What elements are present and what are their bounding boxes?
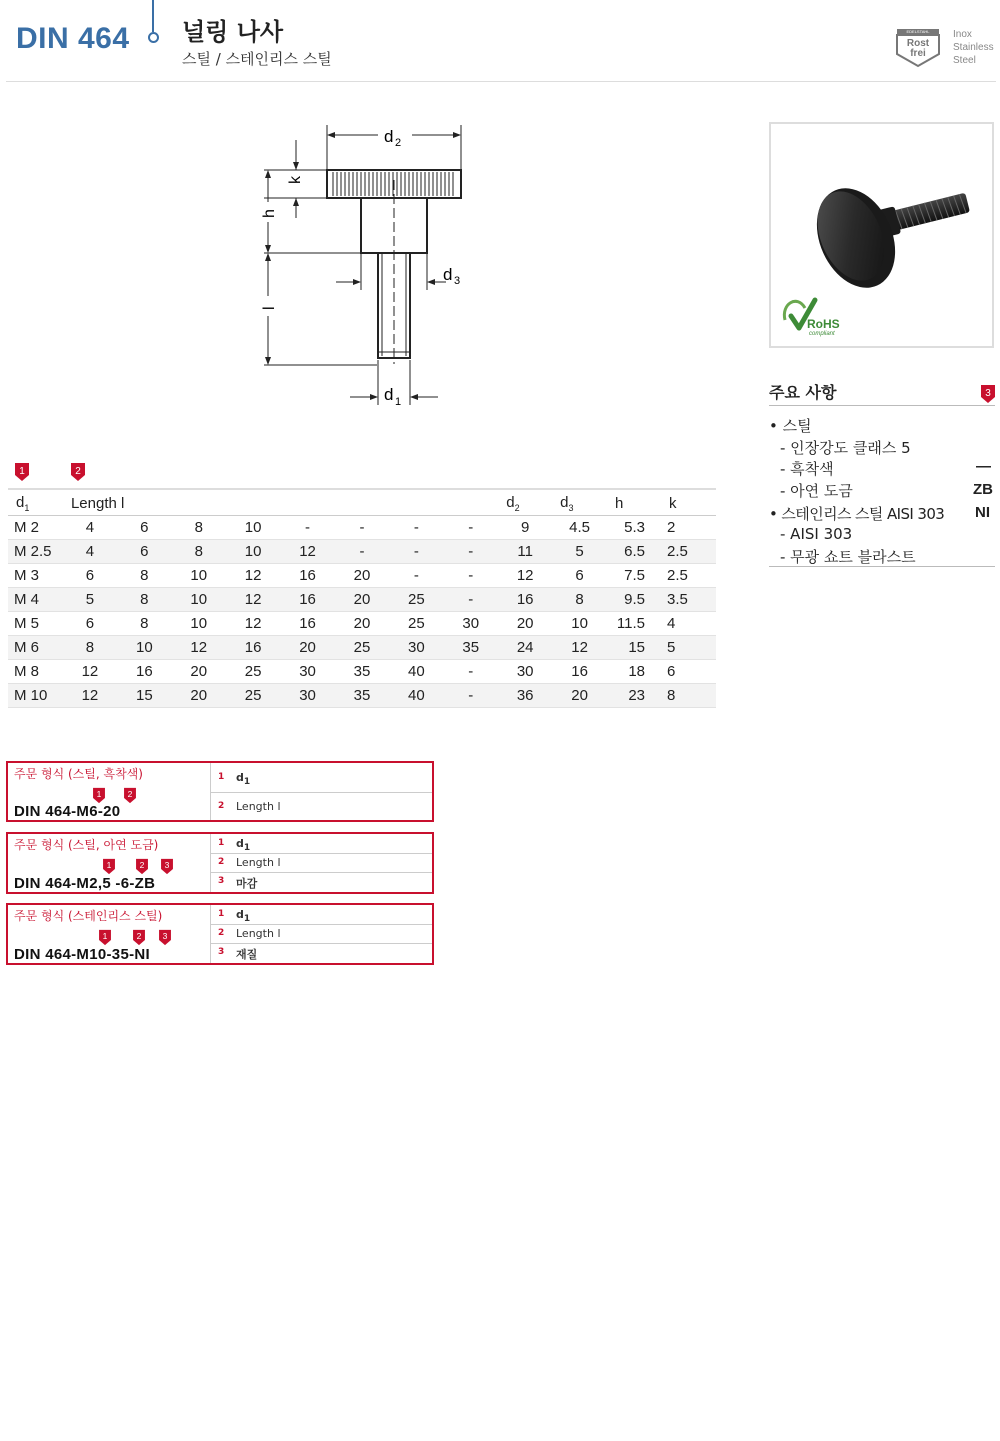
table-cell: 12 <box>552 636 607 660</box>
marker-1-icon <box>98 929 112 946</box>
order-label: 주문 형식 (스틸, 흑착색) <box>14 767 143 781</box>
feature-item: - 인장강도 클래스 5 <box>780 439 911 457</box>
rohs-logo-icon <box>784 300 839 337</box>
header-divider-dot <box>148 32 159 43</box>
dim-d3-label: d <box>443 265 453 284</box>
feature-item: - AISI 303 <box>780 525 853 543</box>
table-cell: 12 <box>63 660 117 684</box>
marker-2-icon <box>135 858 149 875</box>
table-cell: M 2 <box>8 516 63 540</box>
table-cell: - <box>443 588 498 612</box>
knurled-screw-image <box>771 124 992 346</box>
order-row: 3 재질 <box>218 947 258 961</box>
table-cell: 20 <box>172 684 226 708</box>
table-cell: - <box>443 564 498 588</box>
header-h: h <box>607 489 661 516</box>
table-cell: 15 <box>607 636 661 660</box>
table-cell: 6 <box>63 564 117 588</box>
table-cell: - <box>335 516 390 540</box>
table-cell: 10 <box>172 564 226 588</box>
badge-line2: frei <box>910 48 926 59</box>
order-row: 1 $d_1$ <box>210 834 432 854</box>
header-d3: $d_3$ <box>552 489 607 516</box>
svg-text:2: 2 <box>139 860 145 871</box>
table-cell: M 4 <box>8 588 63 612</box>
table-cell: - <box>443 660 498 684</box>
page-title: 널링 나사 <box>182 18 284 46</box>
table-cell: 8 <box>172 540 226 564</box>
svg-text:1: 1 <box>106 860 112 871</box>
table-cell: 5 <box>552 540 607 564</box>
table-cell: 8 <box>661 684 716 708</box>
table-cell: 5 <box>661 636 716 660</box>
header-d1: $d_1$ <box>8 489 63 516</box>
order-row: 2 Length l <box>210 853 432 873</box>
order-example-2 <box>6 832 434 894</box>
order-example-1 <box>6 761 434 822</box>
table-cell: 24 <box>498 636 552 660</box>
table-cell: 4 <box>63 516 117 540</box>
table-cell: 6 <box>552 564 607 588</box>
table-cell: 16 <box>498 588 552 612</box>
order-example-left <box>8 905 211 963</box>
table-cell: 20 <box>335 588 390 612</box>
table-cell: - <box>335 540 390 564</box>
table-cell: 10 <box>552 612 607 636</box>
marker-1-icon <box>14 462 30 482</box>
table-cell: 10 <box>172 612 226 636</box>
dim-d2-label: d <box>384 127 394 146</box>
table-cell: 2.5 <box>661 564 716 588</box>
table-cell: 4 <box>63 540 117 564</box>
order-row: 2 Length l <box>210 924 432 944</box>
marker-1-icon <box>92 787 106 804</box>
marker-3-icon <box>160 858 174 875</box>
svg-text:2: 2 <box>75 466 81 477</box>
inox-line-3: Steel <box>953 55 976 66</box>
svg-text:3: 3 <box>162 931 168 942</box>
table-cell: 6 <box>117 516 172 540</box>
feature-item: • 스테인리스 스틸 AISI 303 <box>769 505 945 523</box>
table-cell: 10 <box>172 588 226 612</box>
svg-text:1: 1 <box>96 789 102 800</box>
table-cell: - <box>281 516 335 540</box>
table-cell: 35 <box>335 660 390 684</box>
table-cell: 25 <box>226 684 281 708</box>
svg-text:3: 3 <box>985 388 991 399</box>
features-rule-bottom <box>769 566 995 567</box>
table-cell: M 5 <box>8 612 63 636</box>
table-cell: 12 <box>226 588 281 612</box>
header-divider <box>152 0 154 32</box>
marker-2-icon <box>70 462 86 482</box>
table-cell: 8 <box>117 612 172 636</box>
marker-3-icon <box>980 384 996 404</box>
dim-d1-label: d <box>384 385 394 404</box>
table-cell: 6 <box>117 540 172 564</box>
table-cell: 2.5 <box>661 540 716 564</box>
table-cell: - <box>389 516 443 540</box>
table-cell: M 8 <box>8 660 63 684</box>
page-subtitle: 스틸 / 스테인리스 스틸 <box>182 50 332 68</box>
table-cell: 16 <box>281 588 335 612</box>
rostfrei-badge-icon <box>894 28 942 68</box>
dim-d3-sub: 3 <box>454 275 461 287</box>
table-cell: 30 <box>389 636 443 660</box>
table-cell: 7.5 <box>607 564 661 588</box>
order-row: 2 Length l <box>218 800 281 813</box>
table-cell: 20 <box>335 612 390 636</box>
table-cell: - <box>443 540 498 564</box>
table-cell: - <box>443 684 498 708</box>
table-cell: 12 <box>498 564 552 588</box>
table-cell: 20 <box>498 612 552 636</box>
table-cell: 10 <box>226 540 281 564</box>
table-cell: 6 <box>661 660 716 684</box>
rohs-sub-text: compliant <box>809 331 835 337</box>
table-cell: 8 <box>117 564 172 588</box>
feature-code: — <box>976 458 991 475</box>
table-cell: 12 <box>226 612 281 636</box>
order-row: 3 마감 <box>218 876 258 890</box>
order-code: DIN 464-M10-35-NI <box>14 946 150 963</box>
feature-code: NI <box>975 504 990 521</box>
table-cell: 30 <box>443 612 498 636</box>
table-cell: 11.5 <box>607 612 661 636</box>
table-row <box>8 564 716 588</box>
table-cell: 36 <box>498 684 552 708</box>
table-body <box>8 516 716 708</box>
table-row <box>8 540 716 564</box>
rohs-text: RoHS <box>807 317 840 331</box>
table-row <box>8 516 716 540</box>
table-cell: 40 <box>389 660 443 684</box>
order-example-3 <box>6 903 434 965</box>
table-cell: 30 <box>281 660 335 684</box>
dim-h-label: h <box>261 209 278 218</box>
table-cell: 3.5 <box>661 588 716 612</box>
table-cell: 8 <box>172 516 226 540</box>
features-rule-top <box>769 405 995 406</box>
table-cell: 12 <box>226 564 281 588</box>
feature-item: - 흑착색 <box>780 460 834 478</box>
badge-top-text: EDELSTAHL <box>906 29 930 34</box>
order-label: 주문 형식 (스틸, 아연 도금) <box>14 838 159 852</box>
table-cell: 9.5 <box>607 588 661 612</box>
table-cell: 8 <box>552 588 607 612</box>
table-cell: 15 <box>117 684 172 708</box>
table-cell: 23 <box>607 684 661 708</box>
features-title: 주요 사항 <box>769 383 837 402</box>
table-cell: 20 <box>552 684 607 708</box>
header-d2: $d_2$ <box>498 489 552 516</box>
table-cell: - <box>443 516 498 540</box>
table-row <box>8 588 716 612</box>
order-example-left <box>8 763 211 820</box>
badge-line1: Rost <box>906 38 930 49</box>
dim-d1-sub: 1 <box>395 396 402 408</box>
table-cell: 10 <box>117 636 172 660</box>
header-rule <box>6 81 996 82</box>
inox-label <box>953 28 994 67</box>
table-cell: 4 <box>661 612 716 636</box>
dim-l-label: l <box>261 306 278 310</box>
table-row <box>8 660 716 684</box>
table-cell: 16 <box>552 660 607 684</box>
svg-text:2: 2 <box>136 931 142 942</box>
table-row <box>8 684 716 708</box>
table-cell: 9 <box>498 516 552 540</box>
table-cell: - <box>389 540 443 564</box>
product-code: DIN 464 <box>16 22 130 55</box>
feature-code: ZB <box>973 481 993 498</box>
table-cell: 16 <box>226 636 281 660</box>
marker-1-icon <box>102 858 116 875</box>
table-cell: 16 <box>281 564 335 588</box>
table-cell: 16 <box>117 660 172 684</box>
table-cell: 12 <box>63 684 117 708</box>
svg-text:1: 1 <box>19 466 25 477</box>
order-row: 1 $d_1$ <box>210 905 432 925</box>
table-cell: 18 <box>607 660 661 684</box>
table-cell: 40 <box>389 684 443 708</box>
table-cell: 30 <box>281 684 335 708</box>
order-code: DIN 464-M2,5 -6-ZB <box>14 875 156 892</box>
technical-drawing <box>250 120 490 410</box>
table-cell: - <box>389 564 443 588</box>
marker-3-icon <box>158 929 172 946</box>
table-cell: 6 <box>63 612 117 636</box>
table-cell: 35 <box>335 684 390 708</box>
table-cell: 11 <box>498 540 552 564</box>
dim-d2-sub: 2 <box>395 137 402 149</box>
table-cell: M 10 <box>8 684 63 708</box>
table-cell: 10 <box>226 516 281 540</box>
feature-item: • 스틸 <box>769 417 812 435</box>
table-cell: 20 <box>281 636 335 660</box>
table-cell: 16 <box>281 612 335 636</box>
order-example-left <box>8 834 211 892</box>
table-cell: 6.5 <box>607 540 661 564</box>
table-cell: 30 <box>498 660 552 684</box>
dim-k-label: k <box>287 176 304 184</box>
header-length: Length l <box>63 489 498 516</box>
table-cell: 5 <box>63 588 117 612</box>
table-cell: M 2.5 <box>8 540 63 564</box>
table-cell: 5.3 <box>607 516 661 540</box>
dimension-table <box>8 488 716 708</box>
order-row: 1 $d_1$ <box>210 763 432 793</box>
table-cell: 8 <box>117 588 172 612</box>
table-cell: 12 <box>281 540 335 564</box>
inox-line-2: Stainless <box>953 42 994 53</box>
table-cell: 4.5 <box>552 516 607 540</box>
table-row <box>8 636 716 660</box>
table-cell: 35 <box>443 636 498 660</box>
order-label: 주문 형식 (스테인리스 스틸) <box>14 909 163 923</box>
table-header-row <box>8 489 716 516</box>
order-code: DIN 464-M6-20 <box>14 803 121 820</box>
header-k: k <box>661 489 716 516</box>
svg-text:2: 2 <box>127 789 133 800</box>
table-cell: 25 <box>389 612 443 636</box>
table-cell: 8 <box>63 636 117 660</box>
feature-item: - 무광 쇼트 블라스트 <box>780 548 916 566</box>
marker-2-icon <box>123 787 137 804</box>
feature-item: - 아연 도금 <box>780 482 853 500</box>
product-photo <box>769 122 994 348</box>
table-cell: 20 <box>172 660 226 684</box>
table-row <box>8 612 716 636</box>
table-cell: 25 <box>226 660 281 684</box>
table-cell: 25 <box>389 588 443 612</box>
svg-text:1: 1 <box>102 931 108 942</box>
table-cell: M 6 <box>8 636 63 660</box>
table-cell: 25 <box>335 636 390 660</box>
inox-line-1: Inox <box>953 29 972 40</box>
table-cell: 20 <box>335 564 390 588</box>
table-cell: M 3 <box>8 564 63 588</box>
marker-2-icon <box>132 929 146 946</box>
table-cell: 2 <box>661 516 716 540</box>
svg-text:3: 3 <box>164 860 170 871</box>
table-cell: 12 <box>172 636 226 660</box>
